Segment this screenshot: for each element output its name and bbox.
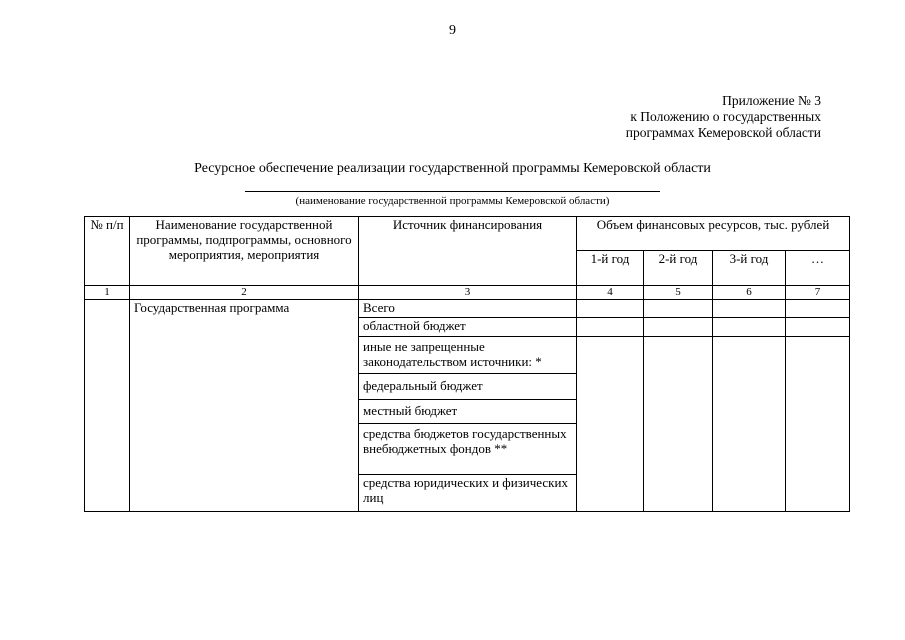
table-row xyxy=(85,300,850,318)
program-name-blank-line xyxy=(245,191,660,192)
value-cell[interactable] xyxy=(713,337,786,512)
header-year-3: 3-й год xyxy=(713,251,786,286)
value-cell[interactable] xyxy=(786,300,850,318)
source-extrabudgetary-funds: средства бюджетов государственных внебюджетных фондов ** xyxy=(359,424,577,475)
source-federal-budget: федеральный бюджет xyxy=(359,374,577,400)
page-number: 9 xyxy=(449,23,456,38)
header-year-2: 2-й год xyxy=(644,251,713,286)
column-number: 5 xyxy=(644,286,713,300)
row-number-cell xyxy=(85,300,130,512)
value-cell[interactable] xyxy=(577,300,644,318)
value-cell[interactable] xyxy=(644,337,713,512)
program-name-caption: (наименование государственной программы Кемеровской области) xyxy=(295,195,610,207)
value-cell[interactable] xyxy=(786,337,850,512)
value-cell[interactable] xyxy=(577,318,644,337)
document-title: Ресурсное обеспечение реализации государственной программы Кемеровской области xyxy=(194,161,711,176)
value-cell[interactable] xyxy=(644,318,713,337)
header-year-more: … xyxy=(786,251,850,286)
header-year-1: 1-й год xyxy=(577,251,644,286)
resource-table xyxy=(84,216,850,512)
header-number: № п/п xyxy=(85,217,130,286)
column-number: 7 xyxy=(786,286,850,300)
source-other-legal: иные не запрещенные законодательством источники: * xyxy=(359,337,577,374)
column-number: 3 xyxy=(359,286,577,300)
column-number: 6 xyxy=(713,286,786,300)
source-total: Всего xyxy=(359,300,577,318)
appendix-line-2: к Положению о государственных xyxy=(630,109,821,124)
appendix-line-3: программах Кемеровской области xyxy=(625,125,821,140)
header-name: Наименование государственной программы, подпрограммы, основного мероприятия, мероприятия xyxy=(130,217,359,286)
column-number: 2 xyxy=(130,286,359,300)
value-cell[interactable] xyxy=(713,318,786,337)
appendix-line-1: Приложение № 3 xyxy=(722,93,821,108)
column-number: 4 xyxy=(577,286,644,300)
header-volume: Объем финансовых ресурсов, тыс. рублей xyxy=(577,217,850,251)
header-source: Источник финансирования xyxy=(359,217,577,286)
program-label: Государственная программа xyxy=(130,300,359,512)
value-cell[interactable] xyxy=(786,318,850,337)
value-cell[interactable] xyxy=(577,337,644,512)
column-number: 1 xyxy=(85,286,130,300)
value-cell[interactable] xyxy=(644,300,713,318)
column-number-row xyxy=(85,286,850,300)
source-legal-and-individuals: средства юридических и физических лиц xyxy=(359,475,577,512)
value-cell[interactable] xyxy=(713,300,786,318)
appendix-header xyxy=(626,93,821,141)
source-regional-budget: областной бюджет xyxy=(359,318,577,337)
source-local-budget: местный бюджет xyxy=(359,400,577,424)
